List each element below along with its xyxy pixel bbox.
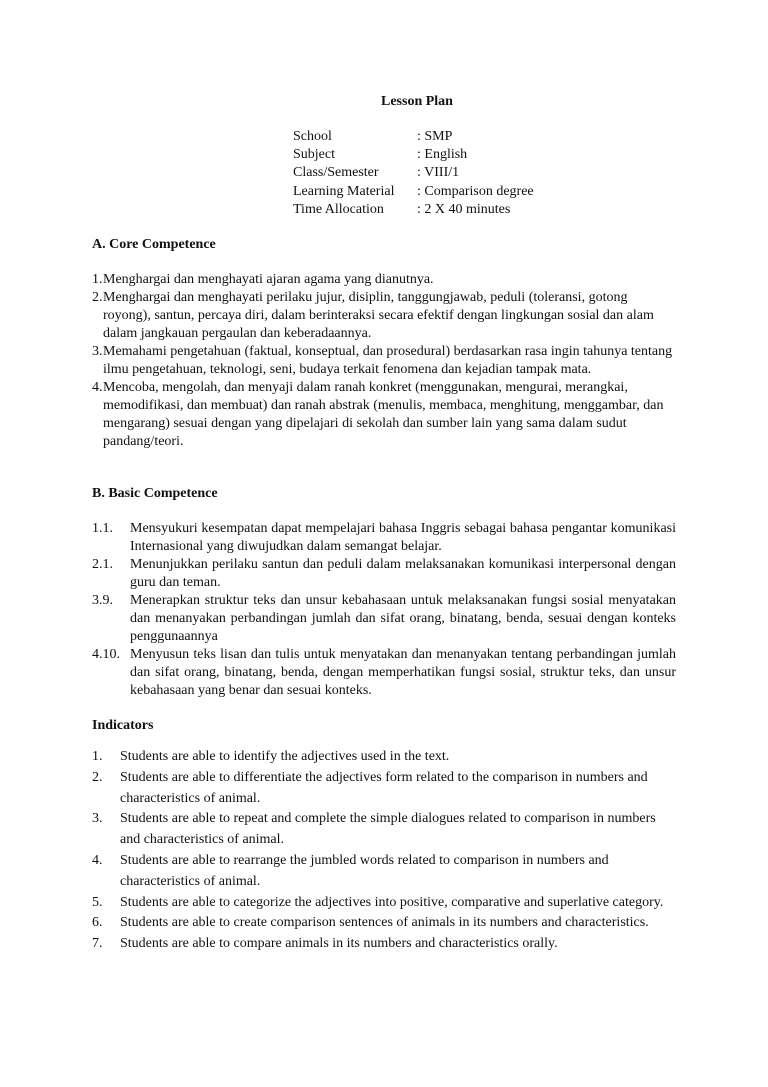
basic-competence-list	[92, 520, 676, 700]
list-item	[92, 934, 676, 955]
list-item	[92, 893, 676, 914]
item-number: 1.	[92, 749, 103, 764]
info-value: : 2 X 40 minutes	[417, 201, 511, 217]
item-text: Students are able to differentiate the adjectives form related to the comparison in numbers and characteristics of animal.	[120, 769, 648, 806]
info-label: Class/Semester	[293, 165, 379, 181]
item-text: Students are able to compare animals in its numbers and characteristics orally.	[120, 936, 558, 952]
item-number: 3.9.	[92, 593, 113, 608]
item-number: 3.	[92, 811, 103, 827]
info-value: : SMP	[417, 129, 453, 144]
info-row	[293, 183, 534, 201]
basic-competence-heading: B. Basic Competence	[92, 486, 218, 501]
item-number: 4.10.	[92, 647, 120, 662]
list-item	[92, 851, 676, 893]
core-competence-heading: A. Core Competence	[92, 237, 216, 252]
item-text: Menerapkan struktur teks dan unsur kebahasaan untuk melaksanakan fungsi sosial menyatakan dan menanyakan perbandingan jumlah dan sifat orang, binatang, benda, sesuai dengan konteks penggunaannya	[130, 593, 676, 644]
page-title: Lesson Plan	[381, 94, 453, 109]
item-number: 5.	[92, 894, 103, 910]
item-text: Students are able to identify the adjectives used in the text.	[120, 749, 450, 764]
item-text: Students are able to categorize the adjectives into positive, comparative and superlative category.	[120, 894, 664, 910]
list-item	[92, 343, 676, 379]
list-item	[92, 768, 676, 810]
item-text: Students are able to create comparison sentences of animals in its numbers and characteristics.	[120, 915, 649, 931]
list-item	[92, 913, 676, 934]
list-item	[92, 556, 676, 592]
item-number: 1.	[92, 272, 103, 287]
core-competence-list	[92, 271, 676, 451]
item-text: Menghargai dan menghayati ajaran agama yang dianutnya.	[103, 272, 434, 287]
info-row	[293, 164, 534, 182]
item-text: Menghargai dan menghayati perilaku jujur, disiplin, tanggungjawab, peduli (toleransi, gotong royong), santun, percaya diri, dalam berinteraksi secara efektif dengan lingkungan sosial dan alam dalam jangkauan pergaulan dan keberadaannya.	[103, 290, 654, 341]
item-number: 2.	[92, 769, 103, 785]
info-value: : Comparison degree	[417, 183, 534, 199]
list-item	[92, 289, 676, 343]
list-item	[92, 809, 676, 851]
list-item	[92, 592, 676, 646]
item-number: 1.1.	[92, 521, 113, 536]
item-number: 2.1.	[92, 557, 113, 572]
info-label: Subject	[293, 147, 335, 163]
item-text: Menunjukkan perilaku santun dan peduli dalam melaksanakan komunikasi interpersonal dengan guru dan teman.	[130, 557, 676, 590]
item-text: Menyusun teks lisan dan tulis untuk menyatakan dan menanyakan tentang perbandingan jumlah dan sifat orang, binatang, benda, dengan memperhatikan fungsi sosial, struktur teks, dan unsur kebahasaan yang benar dan sesuai konteks.	[130, 647, 676, 698]
info-label: School	[293, 129, 332, 144]
list-item	[92, 520, 676, 556]
list-item	[92, 271, 676, 289]
item-number: 7.	[92, 936, 103, 952]
item-number: 3.	[92, 344, 103, 359]
item-number: 4.	[92, 380, 103, 395]
indicators-list	[92, 747, 676, 955]
info-table	[293, 128, 534, 219]
item-text: Mencoba, mengolah, dan menyaji dalam ranah konkret (menggunakan, mengurai, merangkai, memodifikasi, dan membuat) dan ranah abstrak (menulis, membaca, menghitung, menggambar, dan mengarang) sesuai dengan yang dipelajari di sekolah dan sumber lain yang sama dalam sudut pandang/teori.	[103, 380, 664, 449]
indicators-heading: Indicators	[92, 718, 154, 733]
list-item	[92, 747, 676, 768]
list-item	[92, 646, 676, 700]
info-row	[293, 146, 534, 164]
info-value: : VIII/1	[417, 165, 460, 181]
info-label: Time Allocation	[293, 201, 384, 217]
info-row	[293, 128, 534, 146]
info-label: Learning Material	[293, 183, 395, 199]
item-number: 4.	[92, 852, 103, 868]
info-value: : English	[417, 147, 468, 163]
list-item	[92, 379, 676, 451]
item-number: 6.	[92, 915, 103, 931]
item-number: 2.	[92, 290, 103, 305]
item-text: Students are able to repeat and complete the simple dialogues related to comparison in numbers and characteristics of animal.	[120, 811, 656, 848]
item-text: Students are able to rearrange the jumbled words related to comparison in numbers and characteristics of animal.	[120, 852, 609, 889]
item-text: Memahami pengetahuan (faktual, konseptual, dan prosedural) berdasarkan rasa ingin tahunya tentang ilmu pengetahuan, teknologi, seni, budaya terkait fenomena dan kejadian tampak mata.	[103, 344, 673, 377]
item-text: Mensyukuri kesempatan dapat mempelajari bahasa Inggris sebagai bahasa pengantar komunikasi Internasional yang diwujudkan dalam semangat belajar.	[130, 521, 676, 554]
info-row	[293, 201, 534, 219]
